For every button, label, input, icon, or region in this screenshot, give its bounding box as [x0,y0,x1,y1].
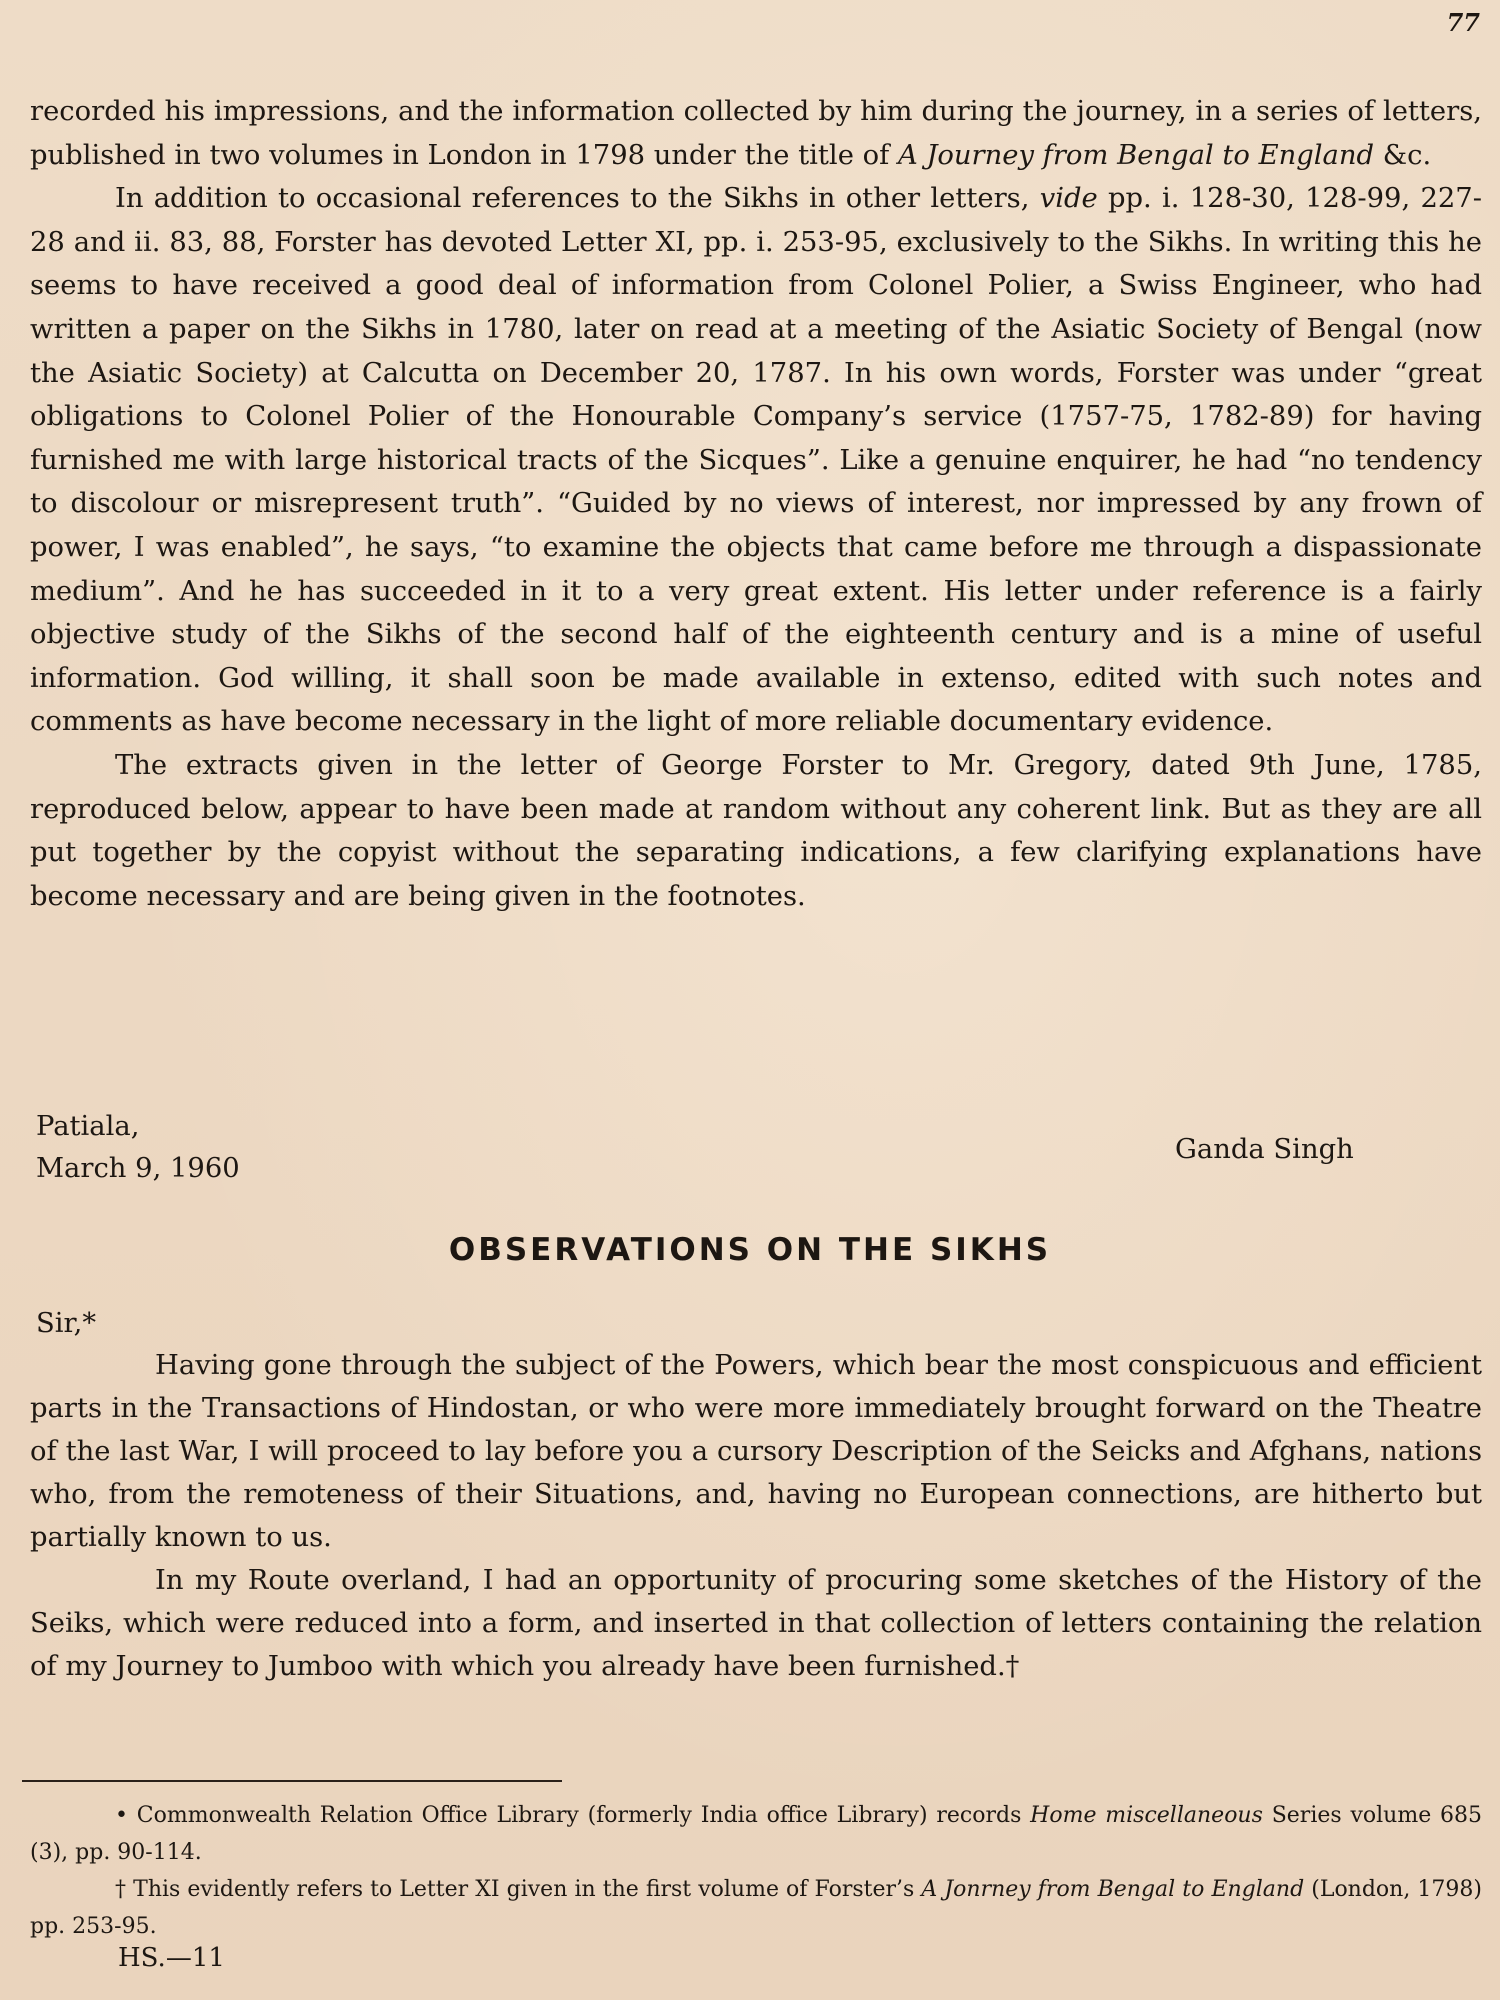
section-heading: OBSERVATIONS ON THE SIKHS [448,1232,1052,1268]
footnote-2-title: A Jonrney from Bengal to England [921,1877,1305,1902]
signature-date: March 9, 1960 [36,1153,240,1184]
footnote-2: † This evidently refers to Letter XI given in the first volume of Forster’s A Jonrney from Bengal to England (London, 1798) pp. 253-95. [30,1877,1482,1939]
book-title: A Journey from Bengal to England [897,139,1375,171]
page-number: 77 [1446,8,1480,37]
signature-place: Patiala, [36,1111,140,1142]
footnote-1: • Commonwealth Relation Office Library (formerly India office Library) records Home miscellaneous Series volume 685 (3), pp. 90-114. [30,1803,1483,1865]
footnote-1-title: Home miscellaneous [1030,1803,1263,1828]
paragraph-3: The extracts given in the letter of George Forster to Mr. Gregory, dated 9th June, 1785, reproduced below, appear to have been made at random without any coherent link. But as they are all put together by the copyist without the separating indications, a few clarifying explanations have become necessary and are being given in the footnotes. [30,749,1482,912]
signature-place-date [36,1106,240,1190]
footnote-divider [22,1780,562,1782]
letter-text [30,1344,1482,1688]
salutation: Sir,* [36,1308,97,1339]
signature-author: Ganda Singh [1175,1134,1354,1165]
footnotes [30,1797,1482,1945]
paragraph-1: recorded his impressions, and the information collected by him during the journey, in a series of letters, published in two volumes in London in 1798 under the title of A Journey from Bengal to England &c. [30,96,1482,171]
intro-text [30,90,1482,918]
paragraph-2: In addition to occasional references to the Sikhs in other letters, vide pp. i. 128-30, 128-99, 227-28 and ii. 83, 88, Forster has devoted Letter XI, pp. i. 253-95, exclusively to the Sikhs. In writing this he seems to have received a good deal of information from Colonel Polier, a Swiss Engineer, who had written a paper on the Sikhs in 1780, later on read at a meeting of the Asiatic Society of Bengal (now the Asiatic Society) at Calcutta on December 20, 1787. In his own words, Forster was under “great obligations to Colonel Polier of the Honourable Company’s service (1757-75, 1782-89) for having furnished me with large historical tracts of the Sicques”. Like a genuine enquirer, he had “no tendency to discolour or misrepresent truth”. “Guided by no views of interest, nor impressed by any frown of power, I was enabled”, he says, “to examine the objects that came before me through a dispassionate medium”. And he has succeeded in it to a very great extent. His letter under reference is a fairly objective study of the Sikhs of the second half of the eighteenth century and is a mine of useful information. God willing, it shall soon be made available in extenso, edited with such notes and comments as have become necessary in the light of more reliable documentary evidence. [30,183,1482,738]
letter-paragraph-2: In my Route overland, I had an opportunity of procuring some sketches of the History of the Seiks, which were reduced into a form, and inserted in that collection of letters containing the relation of my Journey to Jumboo with which you already have been furnished.† [30,1565,1482,1682]
signature-mark: HS.—11 [118,1943,225,1973]
letter-paragraph-1: Having gone through the subject of the Powers, which bear the most conspicuous and efficient parts in the Transactions of Hindostan, or who were more immediately brought forward on the Theatre of the last War, I will proceed to lay before you a cursory Description of the Seicks and Afghans, nations who, from the remoteness of their Situations, and, having no European connections, are hitherto but partially known to us. [30,1350,1482,1553]
vide-word: vide [1039,183,1098,215]
